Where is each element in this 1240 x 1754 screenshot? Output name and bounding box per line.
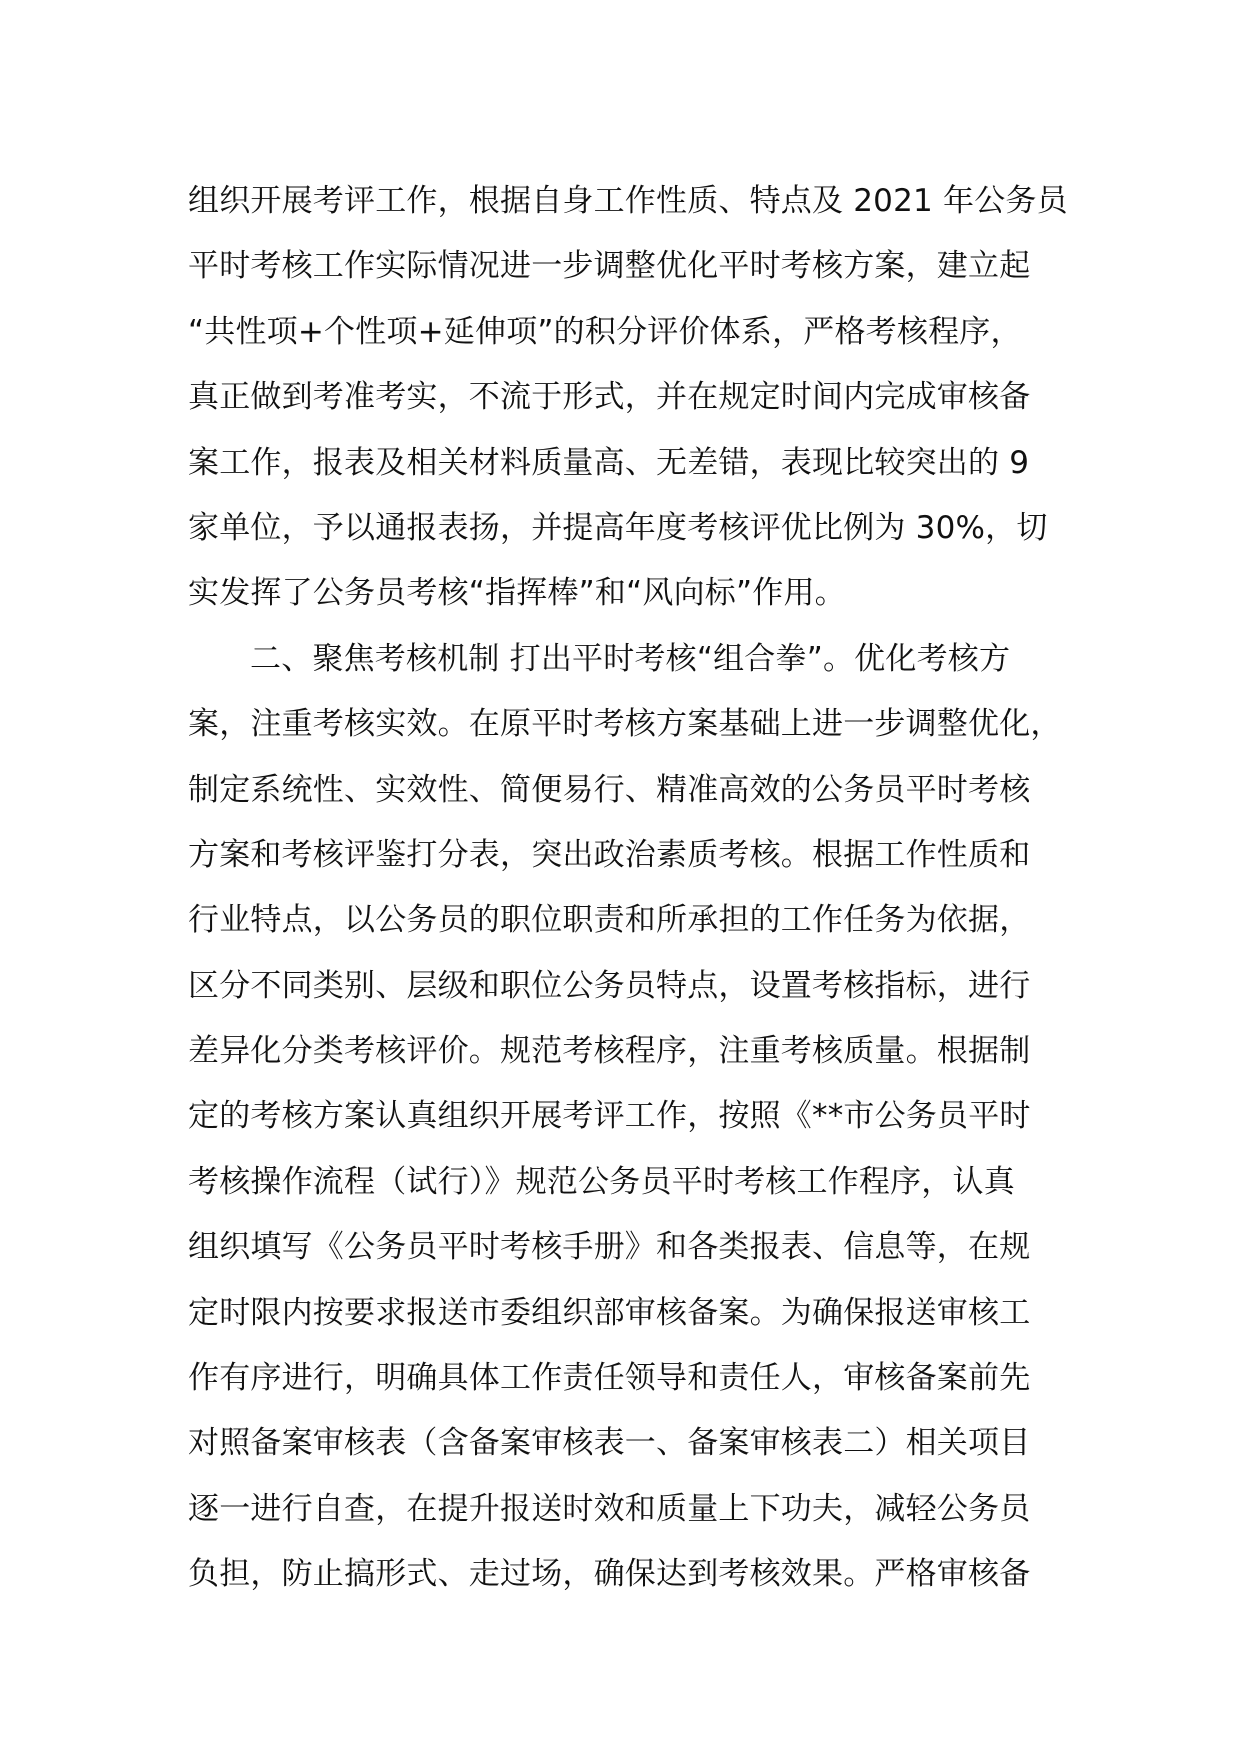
text-line: 定时限内按要求报送市委组织部审核备案。为确保报送审核工: [188, 1294, 1031, 1331]
text-line: 平时考核工作实际情况进一步调整优化平时考核方案，建立起: [188, 248, 1031, 285]
text-line: 差异化分类考核评价。规范考核程序，注重考核质量。根据制: [188, 1033, 1031, 1070]
text-line: 案，注重考核实效。在原平时考核方案基础上进一步调整优化，: [188, 706, 1062, 743]
text-line: 方案和考核评鉴打分表，突出政治素质考核。根据工作性质和: [188, 836, 1031, 873]
section-heading-line: 二、聚焦考核机制 打出平时考核“组合拳”。优化考核方: [250, 640, 1011, 677]
text-line: 区分不同类别、层级和职位公务员特点，设置考核指标，进行: [188, 967, 1031, 1004]
text-line: 对照备案审核表（含备案审核表一、备案审核表二）相关项目: [188, 1425, 1031, 1462]
text-line: 家单位，予以通报表扬，并提高年度考核评优比例为 30%，切: [188, 509, 1048, 546]
text-line: 实发挥了公务员考核“指挥棒”和“风向标”作用。: [188, 575, 846, 612]
text-line: 组织填写《公务员平时考核手册》和各类报表、信息等，在规: [188, 1229, 1031, 1266]
text-line: “共性项+个性项+延伸项”的积分评价体系，严格考核程序，: [188, 313, 1022, 350]
text-line: 定的考核方案认真组织开展考评工作，按照《**市公务员平时: [188, 1098, 1031, 1135]
text-line: 案工作，报表及相关材料质量高、无差错，表现比较突出的 9: [188, 444, 1030, 481]
text-line: 真正做到考准考实，不流于形式，并在规定时间内完成审核备: [188, 379, 1031, 416]
text-line: 行业特点，以公务员的职位职责和所承担的工作任务为依据，: [188, 902, 1031, 939]
text-line: 组织开展考评工作，根据自身工作性质、特点及 2021 年公务员: [188, 183, 1068, 219]
text-line: 考核操作流程（试行）》规范公务员平时考核工作程序，认真: [188, 1163, 1015, 1200]
text-line: 负担，防止搞形式、走过场，确保达到考核效果。严格审核备: [188, 1556, 1031, 1593]
text-line: 制定系统性、实效性、简便易行、精准高效的公务员平时考核: [188, 771, 1031, 808]
text-line: 逐一进行自查，在提升报送时效和质量上下功夫，减轻公务员: [188, 1490, 1031, 1527]
text-line: 作有序进行，明确具体工作责任领导和责任人，审核备案前先: [188, 1360, 1031, 1397]
body-text: [188, 169, 1068, 1608]
